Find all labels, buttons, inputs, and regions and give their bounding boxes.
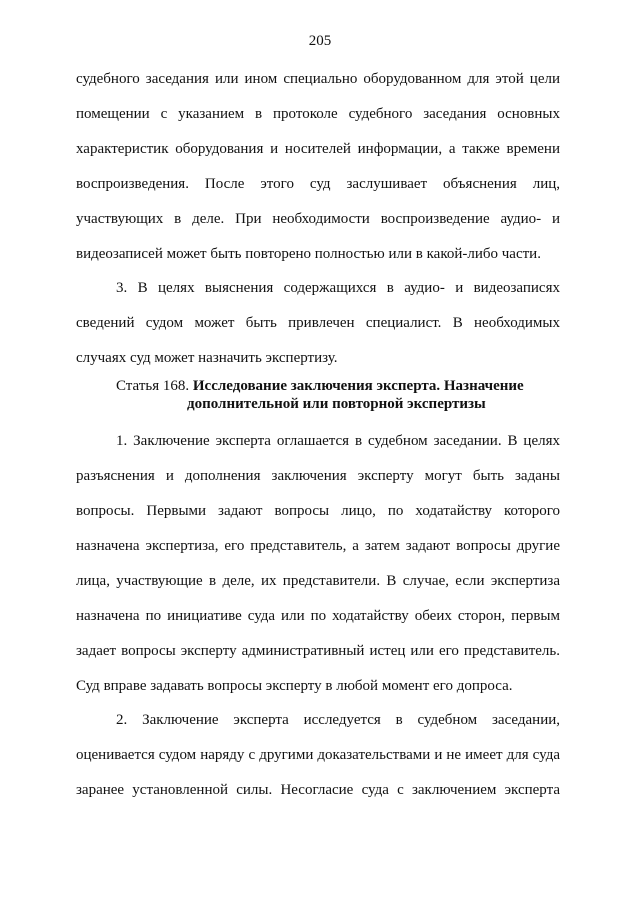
text-line: заранее установленной силы. Несогласие суда с заключением эксперта (76, 782, 560, 798)
text-line: судебного заседания или ином специально оборудованном для этой цели (76, 71, 560, 87)
text-line: вопросы. Первыми задают вопросы лицо, по ходатайству которого (76, 503, 560, 519)
text-line: участвующих в деле. При необходимости воспроизведение аудио- и (76, 211, 560, 227)
text-line: видеозаписей может быть повторено полностью или в какой-либо части. (76, 246, 541, 262)
article-heading (116, 378, 524, 395)
article-number: Статья 168. (116, 378, 190, 394)
text-line: назначена по инициативе суда или по ходатайству обеих сторон, первым (76, 608, 560, 624)
text-line: 2. Заключение эксперта исследуется в судебном заседании, (116, 712, 560, 728)
article-title-line-1: Исследование заключения эксперта. Назначение (192, 378, 524, 394)
article-title-line-2: дополнительной или повторной экспертизы (187, 396, 486, 412)
text-line: сведений судом может быть привлечен специалист. В необходимых (76, 315, 560, 331)
text-line: назначена экспертиза, его представитель, а затем задают вопросы другие (76, 538, 560, 554)
text-line: лица, участвующие в деле, их представители. В случае, если экспертиза (76, 573, 560, 589)
text-line: помещении с указанием в протоколе судебного заседания основных (76, 106, 560, 122)
text-line: Суд вправе задавать вопросы эксперту в любой момент его допроса. (76, 678, 513, 694)
text-line: характеристик оборудования и носителей информации, а также времени (76, 141, 560, 157)
text-line: оценивается судом наряду с другими доказательствами и не имеет для суда (76, 747, 560, 763)
text-line: разъяснения и дополнения заключения эксперту могут быть заданы (76, 468, 560, 484)
text-line: задает вопросы эксперту административный истец или его представитель. (76, 643, 560, 659)
text-line: воспроизведения. После этого суд заслушивает объяснения лиц, (76, 176, 560, 192)
text-line: случаях суд может назначить экспертизу. (76, 350, 338, 366)
text-line: 3. В целях выяснения содержащихся в аудио- и видеозаписях (116, 280, 560, 296)
text-line: 1. Заключение эксперта оглашается в судебном заседании. В целях (116, 433, 560, 449)
page-number: 205 (308, 33, 332, 49)
